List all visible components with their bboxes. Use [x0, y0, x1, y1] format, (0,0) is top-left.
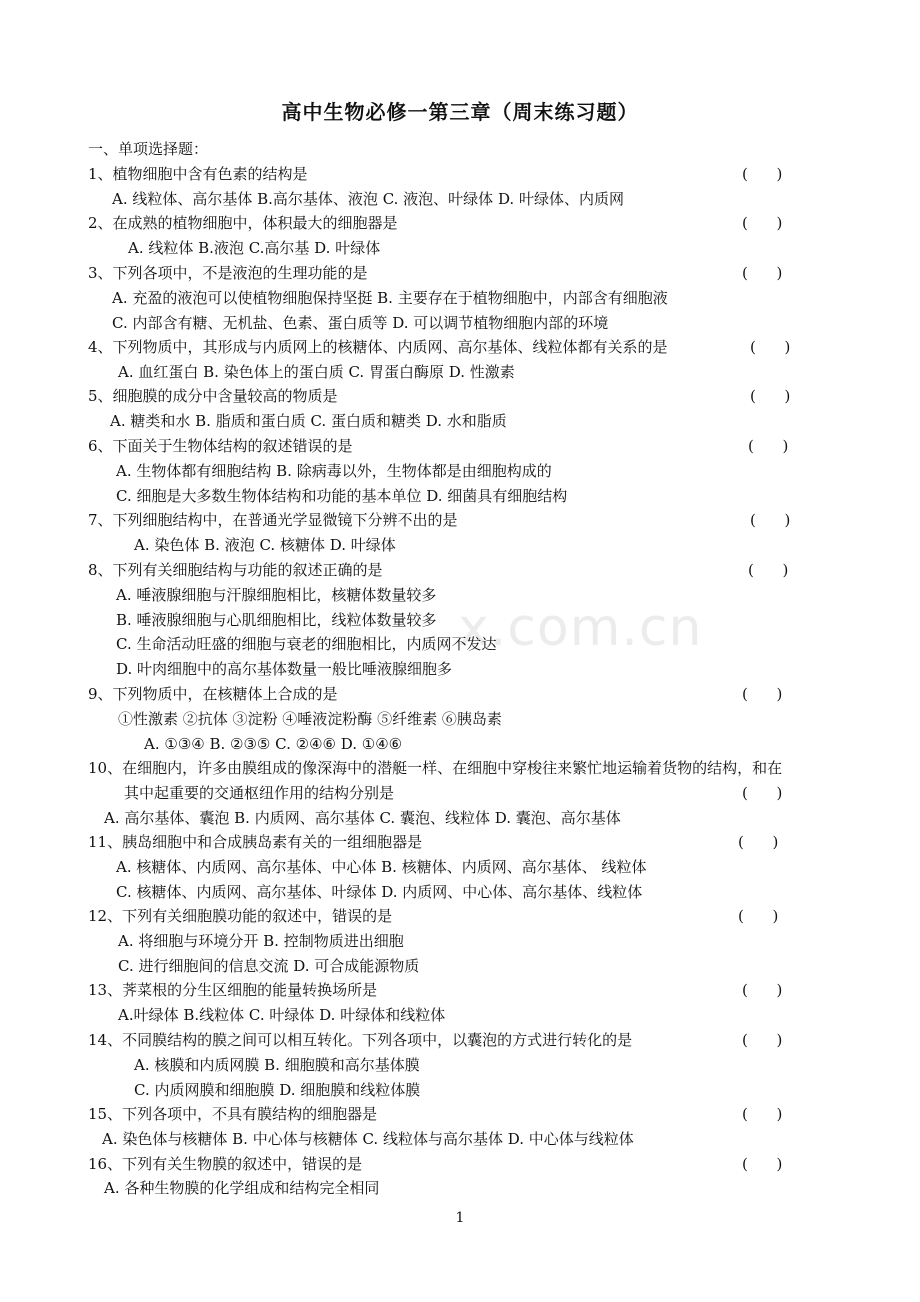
text-line: C. 细胞是大多数生物体结构和功能的基本单位 D. 细菌具有细胞结构: [116, 487, 568, 505]
text-line: A. 糖类和水 B. 脂质和蛋白质 C. 蛋白质和糖类 D. 水和脂质: [110, 412, 507, 430]
text-line: A. 核糖体、内质网、高尔基体、中心体 B. 核糖体、内质网、高尔基体、 线粒体: [116, 858, 647, 876]
answer-blank: ( ): [750, 387, 791, 405]
text-line: A. 核膜和内质网膜 B. 细胞膜和高尔基体膜: [134, 1056, 420, 1074]
text-line: A. 高尔基体、囊泡 B. 内质网、高尔基体 C. 囊泡、线粒体 D. 囊泡、高尔基体: [104, 809, 621, 827]
text-line: A. 染色体与核糖体 B. 中心体与核糖体 C. 线粒体与高尔基体 D. 中心体与线粒体: [102, 1130, 634, 1148]
answer-blank: ( ): [742, 165, 783, 183]
text-line: A.叶绿体 B.线粒体 C. 叶绿体 D. 叶绿体和线粒体: [118, 1006, 446, 1024]
answer-blank: ( ): [742, 685, 783, 703]
answer-blank: ( ): [748, 561, 789, 579]
answer-blank: ( ): [750, 511, 791, 529]
answer-blank: ( ): [742, 1155, 783, 1173]
answer-blank: ( ): [742, 264, 783, 282]
text-line: C. 核糖体、内质网、高尔基体、叶绿体 D. 内质网、中心体、高尔基体、线粒体: [116, 883, 643, 901]
text-line: A. 充盈的液泡可以使植物细胞保持坚挺 B. 主要存在于植物细胞中，内部含有细胞液: [112, 289, 668, 307]
text-line: C. 内质网膜和细胞膜 D. 细胞膜和线粒体膜: [134, 1081, 421, 1099]
text-line: 11、胰岛细胞中和合成胰岛素有关的一组细胞器是: [88, 833, 423, 851]
text-line: A. 线粒体、高尔基体 B.高尔基体、液泡 C. 液泡、叶绿体 D. 叶绿体、内质网: [112, 190, 624, 208]
text-line: 13、荠菜根的分生区细胞的能量转换场所是: [88, 981, 378, 999]
text-line: 10、在细胞内，许多由膜组成的像深海中的潜艇一样、在细胞中穿梭往来繁忙地运输着货物的结构，和在: [88, 759, 783, 777]
text-line: 5、细胞膜的成分中含量较高的物质是: [88, 387, 338, 405]
text-line: 3、下列各项中，不是液泡的生理功能的是: [88, 264, 368, 282]
answer-blank: ( ): [742, 1031, 783, 1049]
text-line: 1、植物细胞中含有色素的结构是: [88, 165, 308, 183]
answer-blank: ( ): [738, 833, 779, 851]
answer-blank: ( ): [742, 1105, 783, 1123]
page-number: 1: [455, 1210, 465, 1226]
answer-blank: ( ): [738, 907, 779, 925]
text-line: A. 生物体都有细胞结构 B. 除病毒以外，生物体都是由细胞构成的: [116, 462, 552, 480]
text-line: A. 线粒体 B.液泡 C.高尔基 D. 叶绿体: [128, 239, 381, 257]
text-line: C. 生命活动旺盛的细胞与衰老的细胞相比，内质网不发达: [116, 635, 497, 653]
answer-blank: ( ): [742, 981, 783, 999]
text-line: A. ①③④ B. ②③⑤ C. ②④⑥ D. ①④⑥: [144, 735, 403, 753]
text-line: A. 各种生物膜的化学组成和结构完全相同: [104, 1179, 380, 1197]
answer-blank: ( ): [748, 437, 789, 455]
text-line: 7、下列细胞结构中，在普通光学显微镜下分辨不出的是: [88, 511, 458, 529]
text-line: 其中起重要的交通枢纽作用的结构分别是: [124, 784, 395, 802]
text-line: A. 血红蛋白 B. 染色体上的蛋白质 C. 胃蛋白酶原 D. 性激素: [118, 363, 515, 381]
text-line: 2、在成熟的植物细胞中，体积最大的细胞器是: [88, 214, 398, 232]
text-line: 6、下面关于生物体结构的叙述错误的是: [88, 437, 353, 455]
answer-blank: ( ): [742, 784, 783, 802]
text-line: A. 将细胞与环境分开 B. 控制物质进出细胞: [118, 932, 404, 950]
text-line: B. 唾液腺细胞与心肌细胞相比，线粒体数量较多: [116, 611, 437, 629]
page-title: 高中生物必修一第三章（周末练习题）: [281, 100, 639, 124]
text-line: 一、单项选择题：: [88, 140, 209, 158]
text-line: 15、下列各项中，不具有膜结构的细胞器是: [88, 1105, 378, 1123]
text-line: D. 叶肉细胞中的高尔基体数量一般比唾液腺细胞多: [116, 660, 453, 678]
text-line: C. 内部含有糖、无机盐、色素、蛋白质等 D. 可以调节植物细胞内部的环境: [112, 314, 609, 332]
text-line: ①性激素 ②抗体 ③淀粉 ④唾液淀粉酶 ⑤纤维素 ⑥胰岛素: [118, 710, 502, 728]
text-line: 9、下列物质中，在核糖体上合成的是: [88, 685, 338, 703]
answer-blank: ( ): [742, 214, 783, 232]
answer-blank: ( ): [750, 338, 791, 356]
text-line: 14、不同膜结构的膜之间可以相互转化。下列各项中，以囊泡的方式进行转化的是: [88, 1031, 633, 1049]
text-line: 4、下列物质中，其形成与内质网上的核糖体、内质网、高尔基体、线粒体都有关系的是: [88, 338, 668, 356]
text-line: A. 唾液腺细胞与汗腺细胞相比，核糖体数量较多: [116, 586, 437, 604]
watermark: x.com.cn: [458, 598, 703, 658]
text-line: 12、下列有关细胞膜功能的叙述中，错误的是: [88, 907, 393, 925]
text-line: C. 进行细胞间的信息交流 D. 可合成能源物质: [118, 957, 420, 975]
text-line: 8、下列有关细胞结构与功能的叙述正确的是: [88, 561, 383, 579]
text-line: A. 染色体 B. 液泡 C. 核糖体 D. 叶绿体: [134, 536, 396, 554]
text-line: 16、下列有关生物膜的叙述中，错误的是: [88, 1155, 363, 1173]
